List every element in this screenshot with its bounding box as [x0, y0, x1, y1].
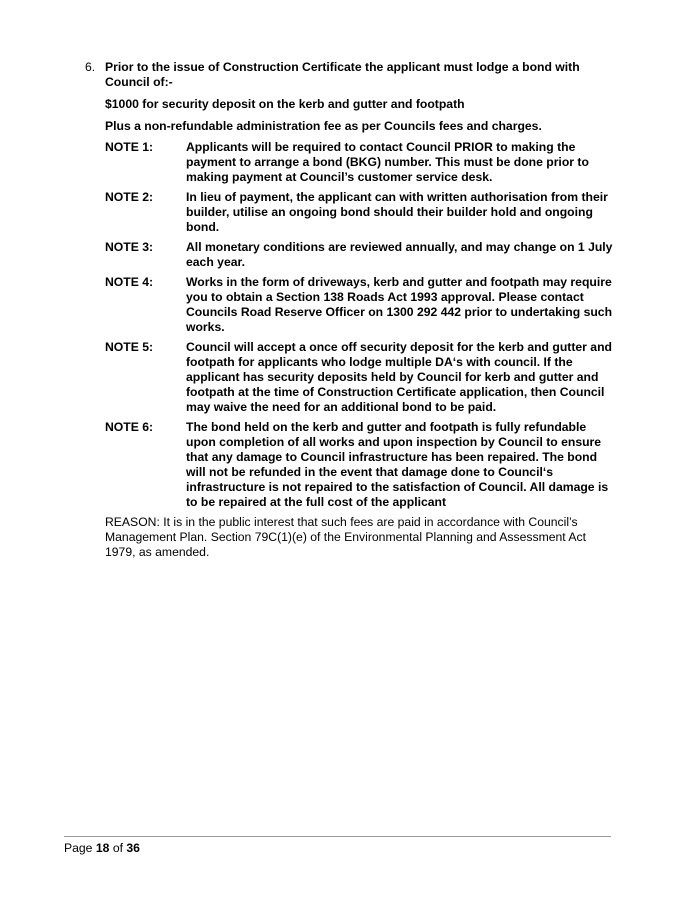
note-label: NOTE 6:	[105, 420, 154, 434]
condition-title: Prior to the issue of Construction Certificate the applicant must lodge a bond with Council of:-	[105, 60, 580, 89]
note-text: Applicants will be required to contact Council PRIOR to making the payment to arrange a bond (BKG) number. This must be done prior to making payment at Council’s customer service desk.	[186, 140, 589, 184]
note-label: NOTE 3:	[105, 240, 154, 254]
reason-paragraph: REASON: It is in the public interest that such fees are paid in accordance with Council’s Management Plan. Section 79C(1)(e) of the Environmental Planning and Assessment Act 1979, as amended.	[105, 515, 586, 559]
note-label: NOTE 2:	[105, 190, 154, 204]
note-text: The bond held on the kerb and gutter and footpath is fully refundable upon completion of all works and upon inspection by Council to ensure that any damage to Council infrastructure has been repaired. The bond will not be refunded in the event that damage done to Council‘s infrastructure is not repaired to the satisfaction of Council. All damage is to be repaired at the full cost of the applicant	[186, 420, 609, 509]
note-text: All monetary conditions are reviewed annually, and may change on 1 July each year.	[186, 240, 613, 269]
condition-number: 6.	[85, 60, 96, 74]
condition-heading	[85, 60, 615, 90]
condition-6	[85, 60, 615, 560]
note-text: Council will accept a once off security deposit for the kerb and gutter and footpath for applicants who lodge multiple DA‘s with council. If the applicant has security deposits held by Council for kerb and gutter and footpath at the time of Construction Certificate application, then Council may waive the need for an additional bond to be paid.	[186, 340, 612, 414]
of-word: of	[112, 841, 123, 855]
note-text: In lieu of payment, the applicant can with written authorisation from their builder, utilise an ongoing bond should their builder hold and ongoing bond.	[186, 190, 608, 234]
note-item	[105, 275, 615, 335]
note-label: NOTE 1:	[105, 140, 154, 154]
page-total: 36	[126, 841, 140, 855]
page-footer	[64, 841, 140, 856]
note-label: NOTE 4:	[105, 275, 154, 289]
page-current: 18	[95, 841, 110, 855]
note-item	[105, 140, 615, 185]
page-word: Page	[64, 841, 93, 855]
deposit-line: $1000 for security deposit on the kerb and gutter and footpath	[105, 97, 465, 111]
note-item	[105, 340, 615, 415]
note-text: Works in the form of driveways, kerb and gutter and footpath may require you to obtain a Section 138 Roads Act 1993 approval. Please contact Councils Road Reserve Officer on 1300 292 442 prior to undertaking such works.	[186, 275, 613, 334]
note-label: NOTE 5:	[105, 340, 154, 354]
footer-divider	[64, 836, 611, 837]
note-item	[105, 190, 615, 235]
note-item	[105, 240, 615, 270]
fee-line: Plus a non-refundable administration fee as per Councils fees and charges.	[105, 119, 542, 133]
notes-list	[105, 140, 615, 510]
note-item	[105, 420, 615, 510]
